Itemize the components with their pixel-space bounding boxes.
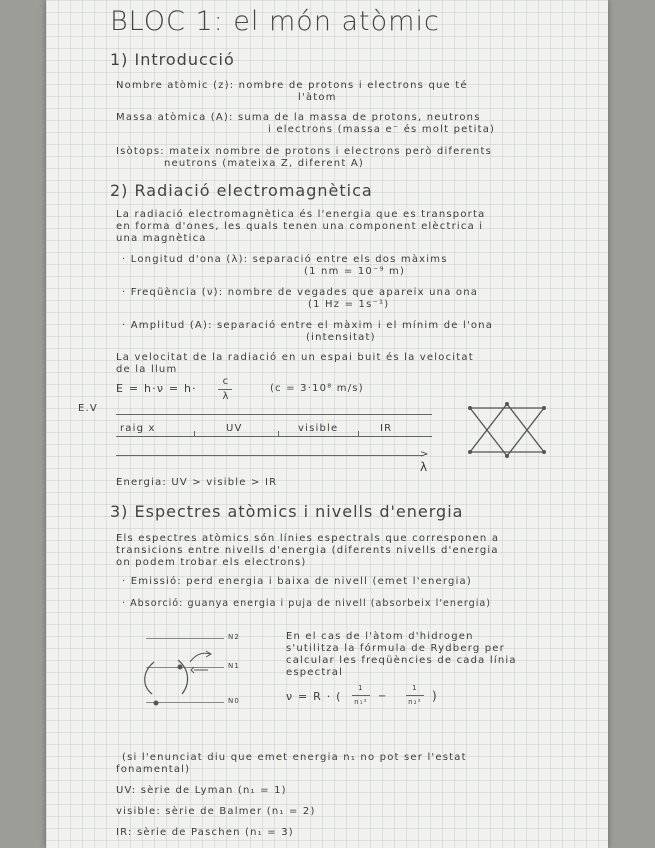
level-label-n0: N0 xyxy=(228,697,241,705)
spectrum-label-visible: visible xyxy=(298,423,339,434)
energia-order: Energia: UV > visible > IR xyxy=(116,477,278,488)
rydberg-frac1-den: n₁² xyxy=(354,698,368,706)
spectrum-label-ir: IR xyxy=(380,423,393,434)
rydberg-line-1: En el cas de l'àtom d'hidrogen xyxy=(286,631,474,642)
rydberg-formula: ν = R · ( xyxy=(286,690,342,703)
spectrum-top-line xyxy=(116,414,432,415)
radiacio-def-line-1: La radiació electromagnètica és l'energia que es transporta xyxy=(116,209,486,220)
rydberg-frac1-bar xyxy=(352,695,370,696)
fraction-numerator-c: c xyxy=(222,376,230,387)
section-heading-intro: 1) Introducció xyxy=(110,50,235,69)
massa-atomica-line-2: i electrons (massa e⁻ és molt petita) xyxy=(268,124,496,135)
nota-line-2: fonamental) xyxy=(116,764,191,775)
isotops-line-2: neutrons (mateixa Z, diferent A) xyxy=(164,158,364,169)
rydberg-frac2-bar xyxy=(406,695,424,696)
lambda-axis-label: λ xyxy=(420,460,429,474)
rydberg-frac1-num: 1 xyxy=(358,684,364,692)
spectrum-tick xyxy=(358,431,359,437)
series-paschen: IR: sèrie de Paschen (n₁ = 3) xyxy=(116,827,294,838)
velocitat-line-1: La velocitat de la radiació en un espai buit és la velocitat xyxy=(116,352,474,363)
level-label-n2: N2 xyxy=(228,633,241,641)
velocitat-line-2: de la llum xyxy=(116,364,178,375)
rydberg-frac2-num: 1 xyxy=(412,684,418,692)
series-balmer: visible: sèrie de Balmer (n₁ = 2) xyxy=(116,806,316,817)
notebook-page xyxy=(46,0,608,848)
spectrum-tick xyxy=(194,431,195,437)
amplitud-line-1: · Amplitud (A): separació entre el màxim i el mínim de l'ona xyxy=(122,320,494,331)
section-heading-espectres: 3) Espectres atòmics i nivells d'energia xyxy=(110,502,464,521)
lambda-arrowhead: > xyxy=(420,449,430,460)
massa-atomica-line-1: Massa atòmica (A): suma de la massa de protons, neutrons xyxy=(116,112,481,123)
longitud-ona-line-2: (1 nm = 10⁻⁹ m) xyxy=(304,266,406,277)
fraction-bar xyxy=(218,389,232,390)
espectres-def-line-2: transicions entre nivells d'energia (diferents nivells d'energia xyxy=(116,545,499,556)
espectres-def-line-1: Els espectres atòmics són línies espectrals que corresponen a xyxy=(116,533,500,544)
lambda-axis-line xyxy=(116,455,422,456)
frequencia-line-1: · Freqüència (ν): nombre de vegades que apareix una ona xyxy=(122,287,479,298)
amplitud-line-2: (intensitat) xyxy=(306,332,376,343)
fraction-denominator-lambda: λ xyxy=(222,391,230,402)
numero-atomic-line-1: Nombre atòmic (z): nombre de protons i electrons que té xyxy=(116,80,468,91)
spectrum-label-xray: raig x xyxy=(120,423,156,434)
page-title: BLOC 1: el món atòmic xyxy=(110,6,440,37)
series-lyman: UV: sèrie de Lyman (n₁ = 1) xyxy=(116,785,287,796)
star-doodle xyxy=(464,400,550,458)
absorcio-line: · Absorció: guanya energia i puja de nivell (absorbeix l'energia) xyxy=(122,598,492,609)
rydberg-minus: − xyxy=(378,691,388,702)
rydberg-line-2: s'utilitza la fórmula de Rydberg per xyxy=(286,643,505,654)
espectres-def-line-3: on podem trobar els electrons) xyxy=(116,557,307,568)
margin-label: E.V xyxy=(78,403,98,414)
level-label-n1: N1 xyxy=(228,662,241,670)
emissio-line: · Emissió: perd energia i baixa de nivell (emet l'energia) xyxy=(122,576,472,587)
radiacio-def-line-2: en forma d'ones, les quals tenen una component elèctrica i xyxy=(116,221,484,232)
energy-level-line-n2 xyxy=(146,638,224,639)
electron-transition-diagram xyxy=(138,640,228,710)
rydberg-close-paren: ) xyxy=(432,689,438,703)
spectrum-tick xyxy=(278,431,279,437)
nota-line-1: (si l'enunciat diu que emet energia n₁ no pot ser l'estat xyxy=(122,752,467,763)
numero-atomic-line-2: l'àtom xyxy=(298,92,337,103)
radiacio-def-line-3: una magnètica xyxy=(116,233,207,244)
section-heading-radiacio: 2) Radiació electromagnètica xyxy=(110,181,373,200)
longitud-ona-line-1: · Longitud d'ona (λ): separació entre els dos màxims xyxy=(122,254,448,265)
frequencia-line-2: (1 Hz = 1s⁻¹) xyxy=(308,299,390,310)
light-speed-constant: (c = 3·10⁸ m/s) xyxy=(270,383,364,394)
spectrum-middle-line xyxy=(116,436,432,437)
spectrum-label-uv: UV xyxy=(226,423,243,434)
energy-formula: E = h·ν = h· xyxy=(116,382,197,395)
rydberg-line-4: espectral xyxy=(286,667,344,678)
rydberg-line-3: calcular les freqüències de cada línia xyxy=(286,655,517,666)
rydberg-frac2-den: n₂² xyxy=(408,698,422,706)
isotops-line-1: Isòtops: mateix nombre de protons i electrons però diferents xyxy=(116,146,493,157)
